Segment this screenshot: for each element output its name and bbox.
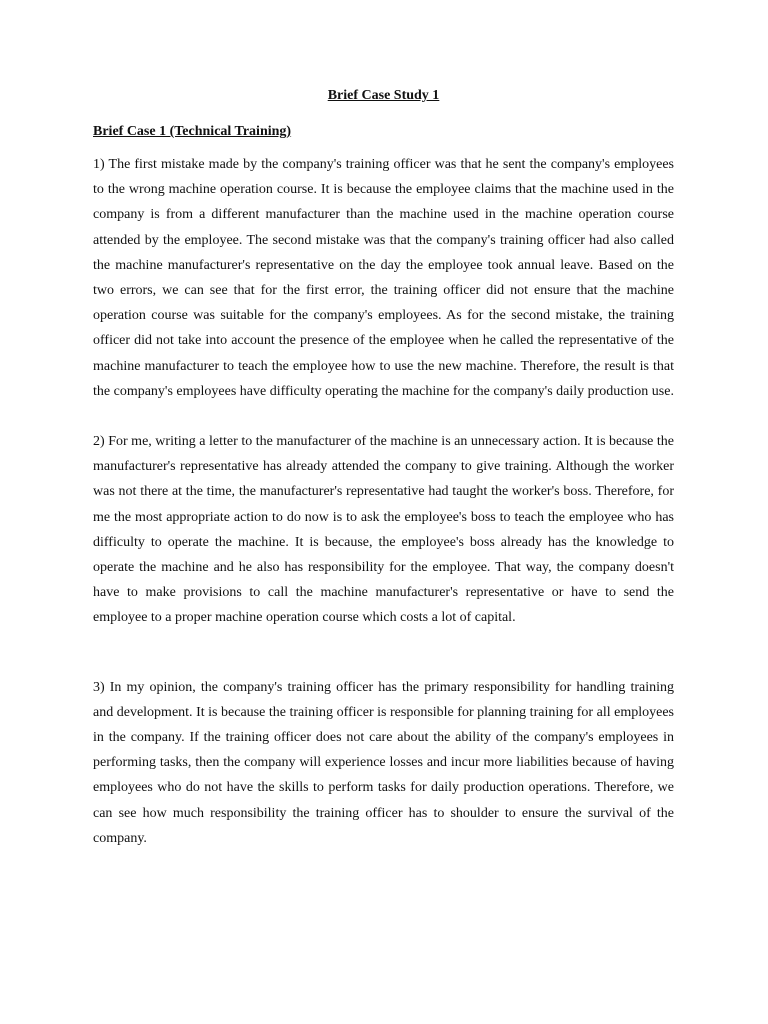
paragraph-answer-2: 2) For me, writing a letter to the manufacturer of the machine is an unnecessary action. It is because the manufacturer's representative has already attended the company to give training. Although the worker was not there at the time, the manufacturer's representative had taught the worker's boss. Therefore, for me the most appropriate action to do now is to ask the employee's boss to teach the employee who has difficulty to operate the machine. It is because, the employee's boss already has the knowledge to operate the machine and he also has responsibility for the employee. That way, the company doesn't have to make provisions to call the machine manufacturer's representative or have to send the employee to a proper machine operation course which costs a lot of capital. <box>93 434 674 626</box>
document-body <box>93 86 674 851</box>
paragraph-answer-1: 1) The first mistake made by the company's training officer was that he sent the company's employees to the wrong machine operation course. It is because the employee claims that the machine used in the company is from a different manufacturer than the machine used in the machine operation course attended by the employee. The second mistake was that the company's training officer had also called the machine manufacturer's representative on the day the employee took annual leave. Based on the two errors, we can see that for the first error, the training officer did not ensure that the machine operation course was suitable for the company's employees. As for the second mistake, the training officer did not take into account the presence of the employee when he called the representative of the machine manufacturer to teach the employee how to use the new machine. Therefore, the result is that the company's employees have difficulty operating the machine for the company's daily production use. <box>93 157 674 399</box>
paragraph-answer-3: 3) In my opinion, the company's training officer has the primary responsibility for handling training and development. It is because the training officer is responsible for planning training for all employees in the company. If the training officer does not care about the ability of the company's employees in performing tasks, then the company will experience losses and incur more liabilities because of having employees who do not have the skills to perform tasks for daily production operations. Therefore, we can see how much responsibility the training officer has to shoulder to ensure the survival of the company. <box>93 679 674 846</box>
document-title: Brief Case Study 1 <box>327 88 440 103</box>
case-heading: Brief Case 1 (Technical Training) <box>93 124 292 139</box>
